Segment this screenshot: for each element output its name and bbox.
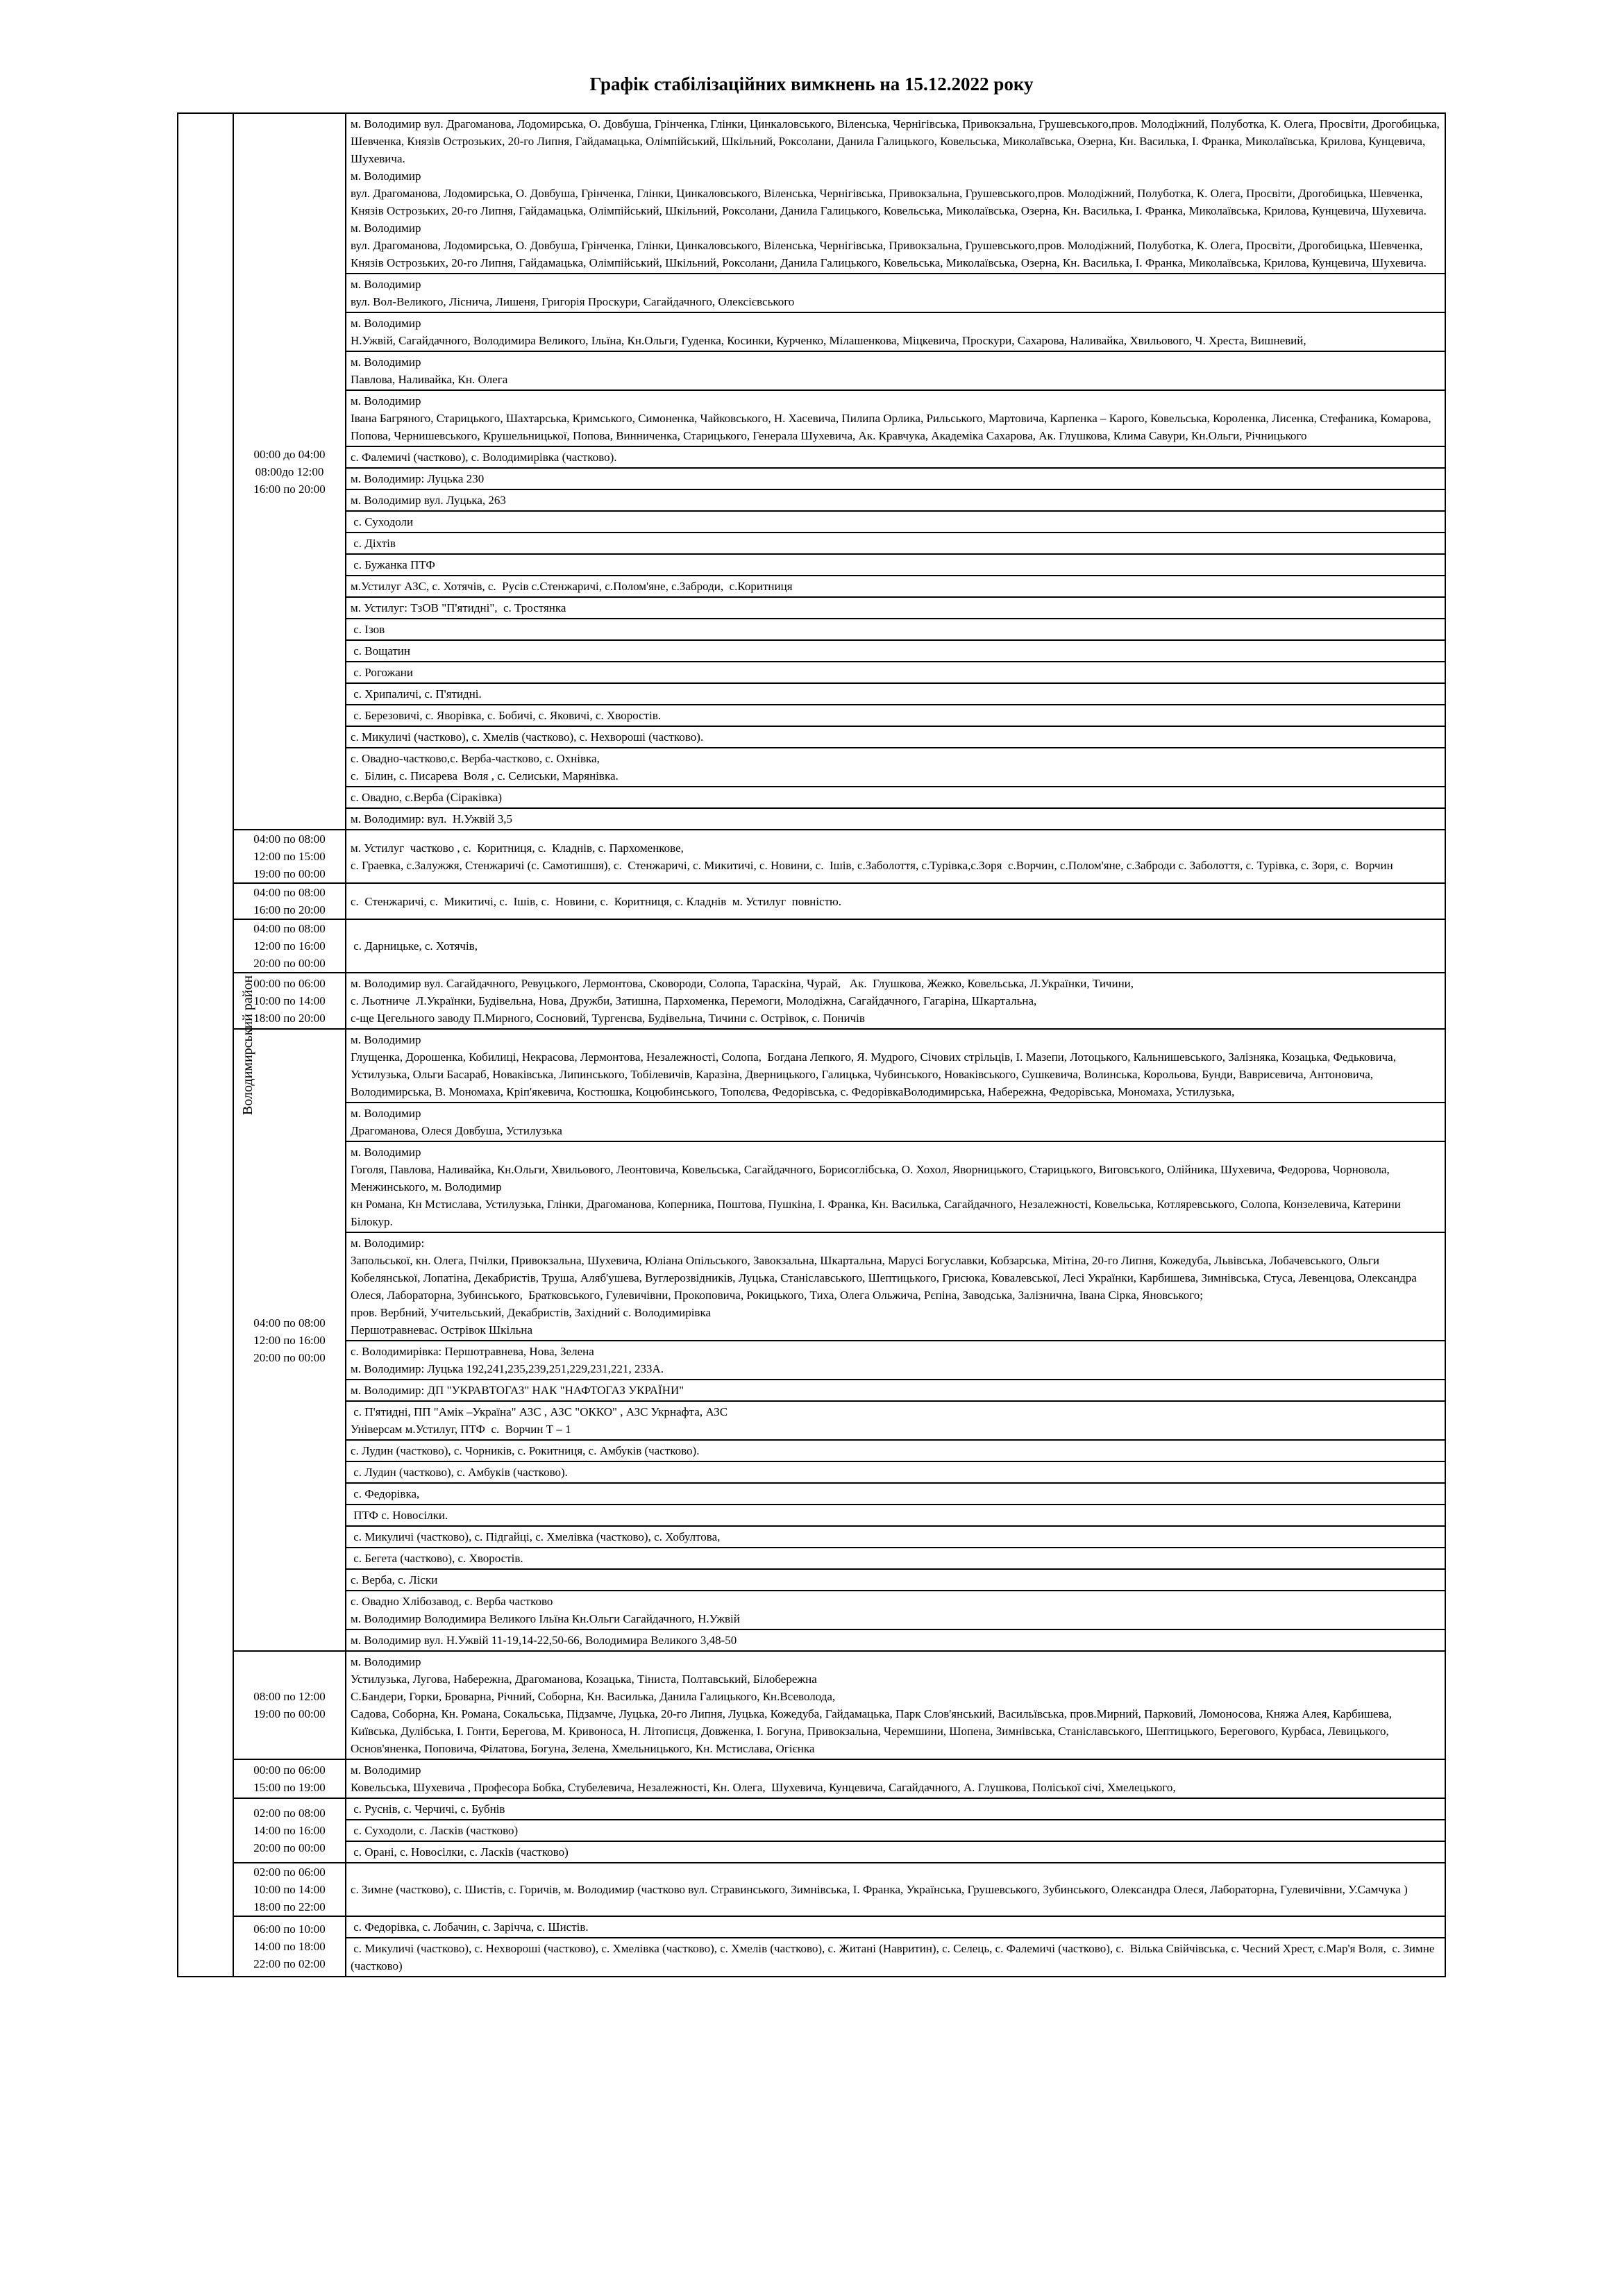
schedule-table [177, 112, 1446, 1977]
address-cell [346, 640, 1445, 662]
address-cell [346, 1029, 1445, 1103]
address-cell [346, 973, 1445, 1029]
schedule-row [178, 1759, 1445, 1798]
address-line: с. Хрипаличі, с. П'ятидні. [351, 687, 482, 701]
time-slot: 04:00 по 08:00 [253, 1316, 326, 1330]
address-line: с. П'ятидні, ПП "Амік –Україна" АЗС , АЗС "ОККО" , АЗС Укрнафта, АЗС [351, 1405, 728, 1418]
time-slot: 20:00 по 00:00 [253, 1841, 326, 1854]
address-cell [346, 726, 1445, 748]
schedule-row [178, 1938, 1445, 1977]
schedule-row [178, 468, 1445, 489]
address-line: с. Граевка, с.Залужжя, Стенжаричі (с. Самотишшя), с. Стенжаричі, с. Микитичі, с. Новини, с. Ішів, с.Заболоття, с.Турівка,с.Зоря с.Ворчин, с.Полом'яне, с.Заброди с. Заболоття, с. Турівка, с. Зоря, с. Ворчин [351, 858, 1393, 872]
schedule-row [178, 446, 1445, 468]
address-line: с. Володимирівка: Першотравнева, Нова, Зелена [351, 1345, 594, 1358]
address-cell [346, 1380, 1445, 1401]
time-slot: 04:00 по 08:00 [253, 886, 326, 899]
address-line: с. Березовичі, с. Яворівка, с. Бобичі, с. Яковичі, с. Хворостів. [351, 709, 662, 722]
address-cell [346, 1820, 1445, 1841]
address-cell [346, 1798, 1445, 1820]
address-line: м. Володимир [351, 1107, 421, 1120]
time-slot: 22:00 по 02:00 [253, 1957, 326, 1970]
address-line: Садова, Соборна, Кн. Романа, Сокальська, Підзамче, Луцька, 20-го Липня, Луцька, Кожедуба, Гайдамацька, Парк Слов'янський, Васильївська, пров.Мирний, Парковий, Ломоносова, Княжа Алея, Карбишева, Київська, Дулібська, І. Гонти, Берегова, М. Кривоноса, Н. Літописця, Довженка, І. Богуна, Привокзальна, Черемшини, Шопена, Зимнівська, Станіславського, Шептицького, Берегового, Курбаса, Левицького, Основ'яненка, Поповича, Філатова, Богуна, Зелена, Хмельницького, Кн. Мстислава, Огієнка [351, 1707, 1395, 1755]
address-line: м. Володимир [351, 1146, 421, 1159]
address-line: Н.Ужвій, Сагайдачного, Володимира Великого, Ільїна, Кн.Ольги, Гуденка, Косинки, Курченко, Мілашенкова, Міцкевича, Проскури, Сахарова, Наливайка, Хвильового, Ч. Хреста, Вишневий, [351, 334, 1306, 347]
address-line: с. Суходоли [351, 515, 414, 528]
schedule-row [178, 511, 1445, 533]
address-line: Драгоманова, Олеся Довбуша, Устилузька [351, 1124, 562, 1137]
address-line: Павлова, Наливайка, Кн. Олега [351, 373, 508, 386]
schedule-row [178, 1651, 1445, 1759]
address-line: вул. Драгоманова, Лодомирська, О. Довбуша, Грінченка, Глінки, Цинкаловського, Віленська, Чернігівська, Привокзальна, Грушевського,пров. Молодіжний, Полуботка, К. Олега, Просвіти, Дрогобицька, Шевченка, Князів Острозьких, 20-го Липня, Гайдамацька, Олімпійський, Шкільний, Роксолани, Данила Галицького, Ковельська, Миколаївська, Озерна, Кн. Василька, І. Франка, Миколаївська, Крилова, Кунцевича, Шухевича. [351, 239, 1427, 269]
address-line: м. Володимир [351, 278, 421, 291]
district-cell [178, 113, 256, 1977]
time-slot: 00:00 по 06:00 [253, 1763, 326, 1777]
schedule-row [178, 1380, 1445, 1401]
district-name: Володимирський район [240, 975, 256, 1115]
address-cell [346, 919, 1445, 973]
schedule-row [178, 726, 1445, 748]
address-cell [346, 883, 1445, 919]
schedule-row [178, 748, 1445, 787]
address-cell [346, 468, 1445, 489]
address-cell [346, 489, 1445, 511]
address-line: Першотравневас. Острівок Шкільна [351, 1323, 533, 1336]
time-slot: 04:00 по 08:00 [253, 922, 326, 935]
address-line: м. Устилуг частково , с. Коритниця, с. Кладнів, с. Пархоменкове, [351, 841, 684, 855]
address-line: с. Ізов [351, 623, 385, 636]
address-line: Івана Багряного, Старицького, Шахтарська, Кримського, Симоненка, Чайковського, Н. Хасевича, Пилипа Орлика, Рильського, Мартовича, Карпенка – Карого, Ковельська, Короленка, Лисенка, Стефаника, Комарова, Попова, Чернишевського, Крушельницької, Попова, Винниченка, Старицького, Генерала Шухевича, Ак. Кравчука, Академіка Сахарова, Ак. Глушкова, Клима Савури, Кн.Ольги, Річницького [351, 412, 1434, 442]
time-slot: 02:00 по 08:00 [253, 1807, 326, 1820]
address-cell [346, 1569, 1445, 1591]
address-cell [346, 511, 1445, 533]
schedule-row [178, 1029, 1445, 1103]
schedule-row [178, 1798, 1445, 1820]
time-slot: 16:00 по 20:00 [253, 482, 326, 496]
time-slot: 15:00 по 19:00 [253, 1781, 326, 1794]
schedule-row [178, 683, 1445, 705]
schedule-row [178, 1916, 1445, 1938]
address-cell [346, 1232, 1445, 1341]
address-line: м. Володимир: ДП "УКРАВТОГАЗ" НАК "НАФТОГАЗ УКРАЇНИ" [351, 1384, 684, 1397]
address-cell [346, 683, 1445, 705]
time-slot: 16:00 по 20:00 [253, 903, 326, 916]
address-line: м. Володимир вул. Н.Ужвій 11-19,14-22,50-66, Володимира Великого 3,48-50 [351, 1634, 737, 1647]
address-cell [346, 533, 1445, 554]
address-line: м. Володимир [351, 169, 421, 183]
address-line: м. Володимир: Луцька 230 [351, 472, 485, 485]
address-line: м. Володимир Володимира Великого Ільїна Кн.Ольги Сагайдачного, Н.Ужвій [351, 1612, 740, 1625]
schedule-row [178, 1569, 1445, 1591]
page-title: Графік стабілізаційних вимкнень на 15.12.2022 року [589, 74, 1034, 94]
time-slot: 19:00 по 00:00 [253, 867, 326, 880]
time-slot-cell [233, 830, 346, 883]
schedule-row [178, 113, 1445, 274]
address-line: м. Володимир [351, 394, 421, 408]
address-cell [346, 1401, 1445, 1440]
address-line: м. Володимир [351, 1763, 421, 1777]
schedule-row [178, 808, 1445, 830]
address-line: с. Бужанка ПТФ [351, 558, 435, 571]
address-cell [346, 787, 1445, 808]
schedule-row [178, 705, 1445, 726]
address-line: Глущенка, Дорошенка, Кобилиці, Некрасова, Лермонтова, Незалежності, Солопа, Богдана Лепкого, Я. Мудрого, Січових стрільців, І. Мазепи, Лотоцького, Кальнишевського, Залізняка, Козацька, Федьковича, Устилузька, Ольги Басараб, Новаківська, Липинського, Тобілевичів, Каразіна, Дверницького, Галицька, Чубинського, Новаківського, Сушкевича, Волинська, Корольова, Бунди, Вавриcевича, Антоновича, Володимирська, В. Мономаха, Кріп'якевича, Костюшка, Коцюбинського, Тополєва, Федорівська, с. ФедорівкаВолодимирська, Набережна, Федорівська, Мономаха, Устилузька, [351, 1050, 1399, 1098]
address-line: Ковельська, Шухевича , Професора Бобка, Стубелевича, Незалежності, Кн. Олега, Шухевича, Кунцевича, Сагайдачного, А. Глушкова, Поліської січі, Хмелецького, [351, 1781, 1176, 1794]
schedule-row [178, 973, 1445, 1029]
address-cell [346, 748, 1445, 787]
schedule-row [178, 1505, 1445, 1526]
schedule-row [178, 883, 1445, 919]
schedule-row [178, 619, 1445, 640]
time-slot: 18:00 по 22:00 [253, 1900, 326, 1913]
address-cell [346, 446, 1445, 468]
address-cell [346, 1526, 1445, 1548]
address-cell [346, 808, 1445, 830]
address-line: Устилузька, Лугова, Набережна, Драгоманова, Козацька, Тіниста, Полтавський, Білобережна [351, 1673, 817, 1686]
time-slot: 12:00 по 15:00 [253, 850, 326, 863]
address-line: с. Лудин (частково), с. Амбуків (частково). [351, 1466, 568, 1479]
address-cell [346, 1916, 1445, 1938]
address-cell [346, 1141, 1445, 1232]
time-slot: 14:00 по 18:00 [253, 1940, 326, 1953]
schedule-row [178, 554, 1445, 576]
address-line: с. Фалемичі (частково), с. Володимирівка (частково). [351, 451, 617, 464]
address-line: м.Устилуг АЗС, с. Хотячів, с. Русів с.Стенжаричі, с.Полом'яне, с.Заброди, с.Коритниця [351, 580, 793, 593]
address-cell [346, 830, 1445, 883]
time-slot-cell [233, 1916, 346, 1977]
time-slot: 00:00 до 04:00 [253, 447, 326, 461]
address-line: с. Овадно, с.Верба (Сіраківка) [351, 791, 503, 804]
time-slot-cell [233, 1863, 346, 1916]
address-cell [346, 1103, 1445, 1141]
address-line: с. Льотниче Л.Українки, Будівельна, Нова, Дружби, Затишна, Пархоменка, Перемоги, Молодіжна, Сагайдачного, Гагаріна, Шкартальна, [351, 994, 1037, 1007]
address-cell [346, 705, 1445, 726]
address-line: м. Володимир: [351, 1237, 425, 1250]
address-line: С.Бандери, Горки, Броварна, Річний, Соборна, Кн. Василька, Данила Галицького, Кн.Всеволода, [351, 1690, 836, 1703]
address-line: с. Стенжаричі, с. Микитичі, с. Ішів, с. Новини, с. Коритниця, с. Кладнів м. Устилуг повністю. [351, 894, 841, 908]
time-slot-cell [233, 1651, 346, 1759]
time-slot: 06:00 по 10:00 [253, 1922, 326, 1936]
address-line: с. Микуличі (частково), с. Хмелів (частково), с. Нехвороші (частково). [351, 730, 704, 744]
schedule-row [178, 830, 1445, 883]
address-line: с. Федорівка, [351, 1487, 420, 1500]
schedule-row [178, 576, 1445, 597]
schedule-row [178, 274, 1445, 312]
schedule-row [178, 640, 1445, 662]
time-slot: 10:00 по 14:00 [253, 994, 326, 1007]
address-cell [346, 312, 1445, 351]
address-cell [346, 1629, 1445, 1651]
address-cell [346, 1651, 1445, 1759]
address-line: с. Микуличі (частково), с. Підгайці, с. Хмелівка (частково), с. Хобултова, [351, 1530, 721, 1543]
address-line: кн Романа, Кн Мстислава, Устилузька, Глінки, Драгоманова, Коперника, Поштова, Пушкіна, І. Франка, Кн. Василька, Сагайдачного, Незалежності, Ковельська, Котляревського, Солопа, Конзелевича, Катерини Білокур. [351, 1198, 1404, 1228]
address-cell [346, 597, 1445, 619]
time-slot: 20:00 по 00:00 [253, 957, 326, 970]
address-cell [346, 1440, 1445, 1461]
time-slot: 02:00 по 06:00 [253, 1866, 326, 1879]
address-cell [346, 1759, 1445, 1798]
schedule-row [178, 1461, 1445, 1483]
address-cell [346, 1548, 1445, 1569]
address-line: Гоголя, Павлова, Наливайка, Кн.Ольги, Хвильового, Леонтовича, Ковельська, Сагайдачного, Борисоглібська, О. Хохол, Яворницького, Старицького, Виговського, Олійника, Шухевича, Федорова, Чорновола, Менжинського, м. Володимир [351, 1163, 1393, 1193]
time-slot-cell [233, 1759, 346, 1798]
address-line: с. Зимне (частково), с. Шистів, с. Горичів, м. Володимир (частково вул. Стравинського, Зимнівська, І. Франка, Українська, Грушевського, Зубинського, Олександра Олеся, Лабораторна, Гулевичівни, У.Самчука ) [351, 1883, 1408, 1896]
schedule-row [178, 787, 1445, 808]
schedule-row [178, 1820, 1445, 1841]
address-line: с. Рогожани [351, 666, 413, 679]
address-line: м. Устилуг: ТзОВ "П'ятидні", с. Тростянка [351, 601, 566, 614]
address-line: м. Володимир вул. Драгоманова, Лодомирська, О. Довбуша, Грінченка, Глінки, Цинкаловського, Віленська, Чернігівська, Привокзальна, Грушевського,пров. Молодіжний, Полуботка, К. Олега, Просвіти, Дрогобицька, Шевченка, Князів Острозьких, 20-го Липня, Гайдамацька, Олімпійський, Шкільний, Роксолани, Данила Галицького, Ковельська, Миколаївська, Озерна, Кн. Василька, І. Франка, Миколаївська, Крилова, Кунцевича, Шухевича. [351, 117, 1443, 165]
schedule-row [178, 312, 1445, 351]
address-line: с. Овадно-частково,с. Верба-частково, с. Охнівка, [351, 752, 600, 765]
schedule-row [178, 489, 1445, 511]
address-cell [346, 576, 1445, 597]
address-line: с. Микуличі (частково), с. Нехвороші (частково), с. Хмелівка (частково), с. Хмелів (частково), с. Житані (Навритин), с. Селець, с. Фалемичі (частково), с. Вілька Свійчівська, с. Чесний Хрест, с.Мар'я Воля, с. Зимне (частково) [351, 1942, 1438, 1972]
schedule-row [178, 390, 1445, 446]
schedule-row [178, 1526, 1445, 1548]
schedule-row [178, 1483, 1445, 1505]
schedule-row [178, 1548, 1445, 1569]
address-line: с. Верба, с. Ліски [351, 1573, 438, 1586]
address-line: с. Лудин (частково), с. Чорників, с. Рокитниця, с. Амбуків (частково). [351, 1444, 700, 1457]
time-slot-cell [233, 113, 346, 830]
address-line: м. Володимир [351, 1033, 421, 1046]
address-line: Універсам м.Устилуг, ПТФ с. Ворчин Т – 1 [351, 1423, 571, 1436]
schedule-row [178, 533, 1445, 554]
time-slot: 20:00 по 00:00 [253, 1350, 326, 1364]
address-line: с. Овадно Хлібозавод, с. Верба частково [351, 1595, 553, 1608]
address-cell [346, 1863, 1445, 1916]
time-slot: 10:00 по 14:00 [253, 1883, 326, 1896]
schedule-row [178, 662, 1445, 683]
schedule-row [178, 1629, 1445, 1651]
address-line: Запольської, кн. Олега, Пчілки, Привокзальна, Шухевича, Юліана Опільського, Завокзальна, Шкартальна, Марусі Богуславки, Кобзарська, Мітіна, 20-го Липня, Кожедуба, Львівська, Лобачевського, Ольги Кобелянської, Лопатіна, Декабристів, Труша, Аляб'ушева, Вуглерозвідників, Луцька, Станіславського, Шептицького, Грисюка, Ковалевської, Лесі Українки, Карбишева, Зимнівська, Стуса, Левенцова, Олександра Олеся, Лабораторна, Зубинського, Братковського, Гулевичівни, Прокоповича, Рокицького, Тиха, Олега Ольжича, Рєпіна, Заводська, Залізнична, Івана Сірка, Яновського; [351, 1254, 1420, 1302]
address-cell [346, 390, 1445, 446]
time-slot-cell [233, 1798, 346, 1863]
address-cell [346, 351, 1445, 390]
address-cell [346, 1591, 1445, 1629]
address-cell [346, 662, 1445, 683]
time-slot-cell [233, 919, 346, 973]
address-line: м. Володимир: вул. Н.Ужвій 3,5 [351, 812, 513, 826]
address-line: пров. Вербний, Учительський, Декабристів, Західний с. Володимирівка [351, 1306, 711, 1319]
address-cell [346, 619, 1445, 640]
time-slot: 04:00 по 08:00 [253, 832, 326, 846]
schedule-row [178, 1103, 1445, 1141]
schedule-row [178, 1863, 1445, 1916]
time-slot: 08:00до 12:00 [255, 464, 324, 478]
address-cell [346, 1341, 1445, 1380]
time-slot-cell [233, 883, 346, 919]
address-line: с. Білин, с. Писарева Воля , с. Селиськи, Марянівка. [351, 769, 619, 782]
schedule-row [178, 597, 1445, 619]
address-cell [346, 554, 1445, 576]
address-line: м. Володимир [351, 317, 421, 330]
address-line: с-ще Цегельного заводу П.Мирного, Сосновий, Тургенєва, Будівельна, Тичини с. Острівок, с. Поничів [351, 1012, 865, 1025]
address-cell [346, 274, 1445, 312]
address-line: м. Володимир вул. Луцька, 263 [351, 494, 506, 507]
schedule-row [178, 919, 1445, 973]
schedule-row [178, 1440, 1445, 1461]
address-line: с. Бегета (частково), с. Хворостів. [351, 1552, 523, 1565]
address-line: ПТФ с. Новосілки. [351, 1509, 448, 1522]
address-line: с. Руснів, с. Черчичі, с. Бубнів [351, 1802, 505, 1816]
schedule-row [178, 1841, 1445, 1863]
address-line: м. Володимир вул. Сагайдачного, Ревуцького, Лермонтова, Сковороди, Солопа, Тараскіна, Чурай, Ак. Глушкова, Жежко, Ковельська, Л.Українки, Тичини, [351, 977, 1134, 990]
time-slot: 12:00 по 16:00 [253, 1333, 326, 1347]
schedule-row [178, 1141, 1445, 1232]
time-slot: 18:00 по 20:00 [253, 1012, 326, 1025]
address-cell [346, 1938, 1445, 1977]
address-line: с. Суходоли, с. Ласків (частково) [351, 1824, 519, 1837]
address-line: м. Володимир [351, 1655, 421, 1668]
address-line: с. Вощатин [351, 644, 410, 657]
time-slot-cell [233, 1029, 346, 1651]
address-line: с. Орані, с. Новосілки, с. Ласків (частково) [351, 1845, 569, 1859]
address-line: м. Володимир [351, 221, 421, 235]
address-line: м. Володимир [351, 355, 421, 369]
address-line: вул. Вол-Великого, Лісничa, Лишеня, Григорія Проскури, Сагайдачного, Олексієвського [351, 295, 795, 308]
address-cell [346, 1505, 1445, 1526]
time-slot: 08:00 по 12:00 [253, 1690, 326, 1703]
time-slot: 12:00 по 16:00 [253, 939, 326, 953]
time-slot: 19:00 по 00:00 [253, 1707, 326, 1720]
address-line: с. Діхтів [351, 537, 396, 550]
address-cell [346, 113, 1445, 274]
schedule-row [178, 1591, 1445, 1629]
schedule-row [178, 1401, 1445, 1440]
schedule-row [178, 1232, 1445, 1341]
schedule-row [178, 1341, 1445, 1380]
schedule-row [178, 351, 1445, 390]
address-cell [346, 1841, 1445, 1863]
address-line: м. Володимир: Луцька 192,241,235,239,251,229,231,221, 233А. [351, 1362, 664, 1375]
address-line: с. Федорівка, с. Лобачин, с. Зарічча, с. Шистів. [351, 1920, 589, 1934]
time-slot: 14:00 по 16:00 [253, 1824, 326, 1837]
time-slot: 00:00 по 06:00 [253, 977, 326, 990]
address-cell [346, 1461, 1445, 1483]
address-cell [346, 1483, 1445, 1505]
address-line: с. Дарницьке, с. Хотячів, [351, 939, 478, 953]
address-line: вул. Драгоманова, Лодомирська, О. Довбуша, Грінченка, Глінки, Цинкаловського, Віленська, Чернігівська, Привокзальна, Грушевського,пров. Молодіжний, Полуботка, К. Олега, Просвіти, Дрогобицька, Шевченка, Князів Острозьких, 20-го Липня, Гайдамацька, Олімпійський, Шкільний, Роксолани, Данила Галицького, Ковельська, Миколаївська, Озерна, Кн. Василька, І. Франка, Миколаївська, Крилова, Кунцевича, Шухевича. [351, 187, 1427, 217]
